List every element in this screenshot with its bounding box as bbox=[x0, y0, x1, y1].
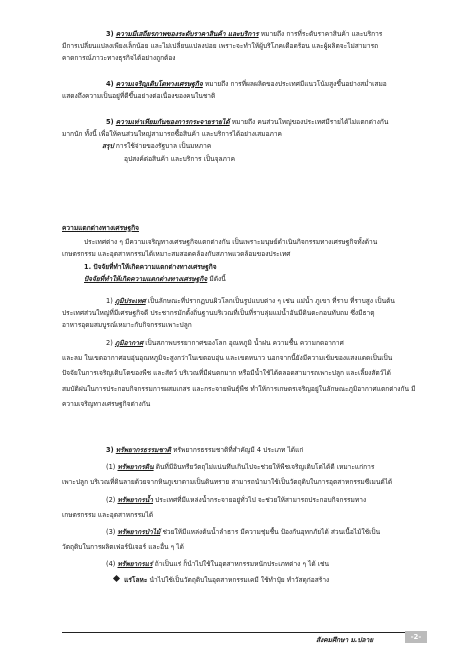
resource-number: (4) bbox=[106, 560, 116, 569]
resource-text: ดินที่มีอินทรียวัตถุไม่แน่นทึบเกินไปจะช่วยให้พืชเจริญเติบโตได้ดี เหมาะแก่การ bbox=[155, 463, 375, 472]
intro-line: ประเทศต่าง ๆ มีความเจริญทางเศรษฐกิจแตกต่างกัน เป็นเพราะมนุษย์ดำเนินกิจกรรมทางเศรษฐกิจทั้งด้าน bbox=[84, 238, 378, 247]
factor-3 bbox=[62, 444, 426, 456]
subsection-lead bbox=[62, 273, 426, 285]
intro-line: เกษตรกรรม และอุตสาหกรรมได้เหมาะสมสอดคล้องกับสภาพแวดล้อมของประเทศ bbox=[62, 250, 291, 259]
factor-text: เป็นลักษณะที่ปรากฏบนผิวโลกเป็นรูปแบบต่าง ๆ เช่น แม่น้ำ ภูเขา ที่ราบ ที่ราบสูง เป็นต้น bbox=[147, 297, 395, 305]
resource-1 bbox=[62, 461, 426, 473]
factor-text: ทรัพยากรธรรมชาติที่สำคัญมี 4 ประเภท ได้แก่ bbox=[173, 446, 304, 454]
factor-1-block bbox=[62, 295, 426, 332]
text-line: แสดงถึงความเป็นอยู่ที่ดีขึ้นอย่างต่อเนื่องของคนในชาติ bbox=[62, 92, 216, 101]
mineral-item-1 bbox=[62, 574, 426, 586]
factor-3-block bbox=[62, 444, 426, 586]
summary-label: สรุป bbox=[102, 142, 114, 151]
text-line: เพาะปลูก บริเวณที่ดินลายด้วยจากหินภูเขาตามเป็นดินทราย สามารถนำมาใช้เป็นวัตถุดิบในการอุตสาหกรรมซีเมนต์ได้ bbox=[62, 478, 393, 487]
text-line: ปัจจัยในการเจริญเติบโตของพืช และสัตว์ บริเวณที่มีฝนตกมาก หรือมีน้ำใช้ได้ตลอดสามารถเพาะปลูก และเลี้ยงสัตว์ได้ bbox=[62, 369, 391, 378]
text-line: วัตถุดิบในการผลิตเฟอร์นิเจอร์ และอื่น ๆ ได้ bbox=[62, 543, 184, 552]
footer-divider bbox=[62, 632, 426, 633]
item-number: 5) bbox=[106, 118, 114, 126]
summary-line-2: อุปสงค์ต่อสินค้า และบริการ เป็นจุลภาค bbox=[124, 154, 235, 163]
resource-3 bbox=[62, 526, 426, 538]
item-title: ความมีเสถียรภาพของระดับราคาสินค้า และบริการ bbox=[115, 30, 259, 38]
text-line: อาหารอุดมสมบูรณ์เหมาะกับกิจกรรมเพาะปลูก bbox=[62, 321, 192, 330]
resource-2 bbox=[62, 494, 426, 506]
summary-text: การใช้จ่ายของรัฐบาล เป็นมหภาค bbox=[115, 142, 212, 151]
factor-2 bbox=[62, 337, 426, 349]
text-line: มากนัก ทั้งนี้ เพื่อให้คนส่วนใหญ่สามารถซื้อสินค้า และบริการได้อย่างเสมอภาค bbox=[62, 130, 282, 139]
text-line: ความเจริญทางเศรษฐกิจต่างกัน bbox=[62, 399, 151, 408]
resource-number: (3) bbox=[106, 528, 116, 537]
text-line: สมบัติฝนในการประกอบกิจกรรมการผสมเกสร และกระจายพันธุ์พืช ทำให้การเกษตรเจริญอยู่ในลักษณะภูมิอากาศแตกต่างกัน มี bbox=[62, 384, 416, 393]
economic-differences-section bbox=[62, 222, 426, 285]
page-number: -2- bbox=[405, 631, 427, 643]
factor-title: ภูมิประเทศ bbox=[114, 297, 146, 305]
factor-title: ทรัพยากรธรรมชาติ bbox=[115, 446, 171, 454]
goal-item-4-block bbox=[62, 78, 426, 102]
subsection-title: 1. ปัจจัยที่ทำให้เกิดความแตกต่างทางเศรษฐกิจ bbox=[84, 262, 217, 271]
item-title: ความเจริญเติบโตทางเศรษฐกิจ bbox=[115, 80, 203, 88]
factor-number: 3) bbox=[106, 446, 114, 454]
resource-number: (1) bbox=[106, 463, 116, 472]
resource-title: ทรัพยากรแร่ bbox=[117, 560, 153, 569]
goal-item-3 bbox=[62, 28, 426, 40]
resource-text: ถ้าเป็นแร่ ก็นำไปใช้ในอุตสาหกรรมหนักประเภทต่าง ๆ ได้ เช่น bbox=[154, 560, 330, 569]
diamond-bullet-icon bbox=[113, 575, 120, 582]
item-text: หมายถึง การที่ระดับราคาสินค้า และบริการ bbox=[260, 30, 383, 38]
text-line: คาดการณ์ภาวะทางธุรกิจได้อย่างถูกต้อง bbox=[62, 54, 176, 63]
resource-title: ทรัพยากรป่าไม้ bbox=[117, 528, 161, 537]
factor-2-block bbox=[62, 337, 426, 410]
item-number: 3) bbox=[106, 30, 114, 38]
item-number: 4) bbox=[106, 80, 114, 88]
goal-item-5-block bbox=[62, 116, 426, 165]
text-line: เกษตรกรรม และอุตสาหกรรมได้ bbox=[62, 510, 154, 519]
mineral-title: แร่โลหะ bbox=[124, 575, 148, 584]
summary-line-1 bbox=[62, 140, 426, 152]
text-line: มีการเปลี่ยนแปลงเพียงเล็กน้อย และไม่เปลี่ยนแปลงบ่อย เพราะจะทำให้ผู้บริโภคเดือดร้อน และผู้ผลิตจะไม่สามารถ bbox=[62, 42, 379, 51]
resource-text: ช่วยให้มีแหล่งต้นน้ำลำธาร มีความชุ่มชื้น ป้องกันอุทกภัยได้ ส่วนเนื้อไม้ใช้เป็น bbox=[162, 528, 381, 537]
lead-rest: มีดังนี้ bbox=[209, 274, 226, 283]
resource-number: (2) bbox=[106, 495, 116, 504]
goal-item-4 bbox=[62, 78, 426, 90]
mineral-text: นำไปใช้เป็นวัตถุดิบในอุตสาหกรรมเคมี ใช้ทำปุ๋ย ทำวัสดุก่อสร้าง bbox=[149, 575, 330, 584]
factor-number: 2) bbox=[106, 339, 113, 347]
lead-text: ปัจจัยที่ทำให้เกิดความแตกต่างทางเศรษฐกิจ bbox=[84, 274, 208, 283]
resource-title: ทรัพยากรดิน bbox=[117, 463, 154, 472]
factor-1 bbox=[62, 295, 426, 307]
item-title: ความเท่าเทียมกันของการกระจายรายได้ bbox=[115, 118, 230, 126]
item-text: หมายถึง คนส่วนใหญ่ของประเทศมีรายได้ไม่แตกต่างกัน bbox=[231, 118, 389, 126]
resource-text: ประเทศที่มีแหล่งน้ำกระจายอยู่ทั่วไป จะช่วยให้สามารถประกอบกิจกรรมทาง bbox=[155, 495, 367, 504]
text-line: ประเทศส่วนใหญ่ที่มีเศรษฐกิจดี ประชากรมักตั้งถิ่นฐานบริเวณที่เป็นที่ราบลุ่มแม่น้ำอันมีดินตะกอนทับถม ซึ่งมีธาตุ bbox=[62, 309, 375, 318]
resource-4 bbox=[62, 558, 426, 570]
footer-title: สังคมศึกษา ม.ปลาย bbox=[316, 636, 374, 644]
economic-goals-section bbox=[62, 28, 426, 65]
factor-number: 1) bbox=[106, 297, 113, 305]
item-text: หมายถึง การที่ผลผลิตของประเทศมีแนวโน้มสูงขึ้นอย่างสม่ำเสมอ bbox=[204, 80, 387, 88]
goal-item-5 bbox=[62, 116, 426, 128]
factor-text: เป็นสภาพบรรยากาศของโลก อุณหภูมิ น้ำฝน ความชื้น ความกดอากาศ bbox=[145, 339, 344, 347]
section-heading: ความแตกต่างทางเศรษฐกิจ bbox=[62, 224, 139, 232]
text-line: และลม ในเขตอากาศอบอุ่นอุณหภูมิจะสูงกว่าในเขตอบอุ่น และเขตหนาว นอกจากนี้ยังมีความเข้มของแสงแดดเป็นเป็น bbox=[62, 354, 393, 363]
factor-title: ภูมิอากาศ bbox=[114, 339, 144, 347]
resource-title: ทรัพยากรน้ำ bbox=[117, 495, 153, 504]
